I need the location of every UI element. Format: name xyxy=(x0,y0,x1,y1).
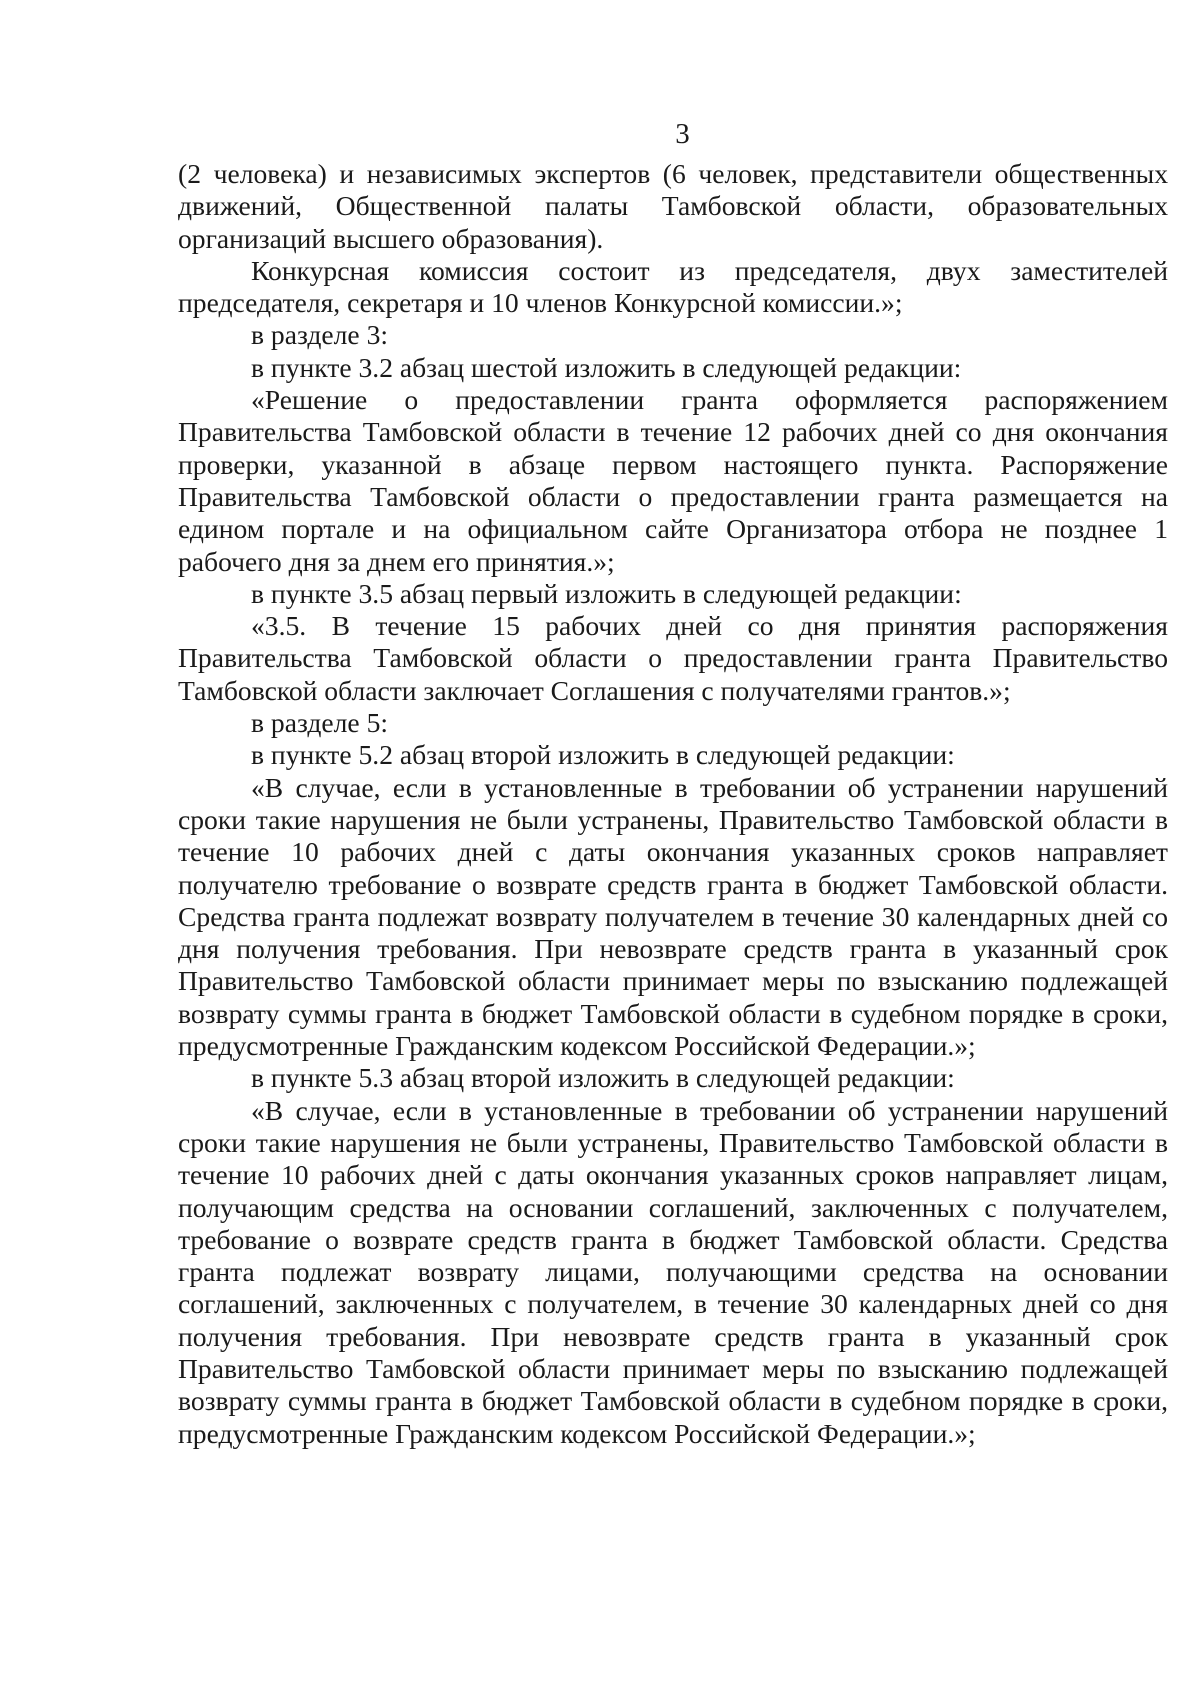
paragraph-3: в разделе 3: xyxy=(251,319,389,351)
paragraph-10: «В случае, если в установленные в требовании об устранении нарушений сроки такие нарушения не были устранены, Правительство Тамбовской области в течение 10 рабочих дней с даты окончания указанных сроков направляет получателю требование о возврате средств гранта в бюджет Тамбовской области. Средства гранта подлежат возврату получателем в течение 30 календарных дней со дня получения требования. При невозврате средств гранта в указанный срок Правительство Тамбовской области принимает меры по взысканию подлежащей возврату суммы гранта в бюджет Тамбовской области в судебном порядке в сроки, предусмотренные Гражданским кодексом Российской Федерации.»; xyxy=(178,771,1168,1062)
paragraph-12: «В случае, если в установленные в требовании об устранении нарушений сроки такие нарушения не были устранены, Правительство Тамбовской области в течение 10 рабочих дней с даты окончания указанных сроков направляет лицам, получающим средства на основании соглашений, заключенных с получателем, требование о возврате средств гранта в бюджет Тамбовской области. Средства гранта подлежат возврату лицами, получающими средства на основании соглашений, заключенных с получателем, в течение 30 календарных дней со дня получения требования. При невозврате средств гранта в указанный срок Правительство Тамбовской области принимает меры по взысканию подлежащей возврату суммы гранта в бюджет Тамбовской области в судебном порядке в сроки, предусмотренные Гражданским кодексом Российской Федерации.»; xyxy=(178,1094,1168,1449)
paragraph-5: «Решение о предоставлении гранта оформляется распоряжением Правительства Тамбовской области в течение 12 рабочих дней со дня окончания проверки, указанной в абзаце первом настоящего пункта. Распоряжение Правительства Тамбовской области о предоставлении гранта размещается на едином портале и на официальном сайте Организатора отбора не позднее 1 рабочего дня за днем его принятия.»; xyxy=(178,384,1168,577)
paragraph-1: (2 человека) и независимых экспертов (6 человек, представители общественных движений, Общественной палаты Тамбовской области, образовательных организаций высшего образования). xyxy=(178,158,1168,254)
document-body xyxy=(178,158,1168,1450)
paragraph-9: в пункте 5.2 абзац второй изложить в следующей редакции: xyxy=(251,739,955,771)
paragraph-11: в пункте 5.3 абзац второй изложить в следующей редакции: xyxy=(251,1062,955,1094)
paragraph-4: в пункте 3.2 абзац шестой изложить в следующей редакции: xyxy=(251,351,962,383)
paragraph-7: «3.5. В течение 15 рабочих дней со дня принятия распоряжения Правительства Тамбовской области о предоставлении гранта Правительство Тамбовской области заключает Соглашения с получателями грантов.»; xyxy=(178,610,1168,706)
paragraph-2: Конкурсная комиссия состоит из председателя, двух заместителей председателя, секретаря и 10 членов Конкурсной комиссии.»; xyxy=(178,254,1168,319)
page-number: 3 xyxy=(675,118,690,150)
paragraph-8: в разделе 5: xyxy=(251,707,389,739)
paragraph-6: в пункте 3.5 абзац первый изложить в следующей редакции: xyxy=(251,577,962,609)
